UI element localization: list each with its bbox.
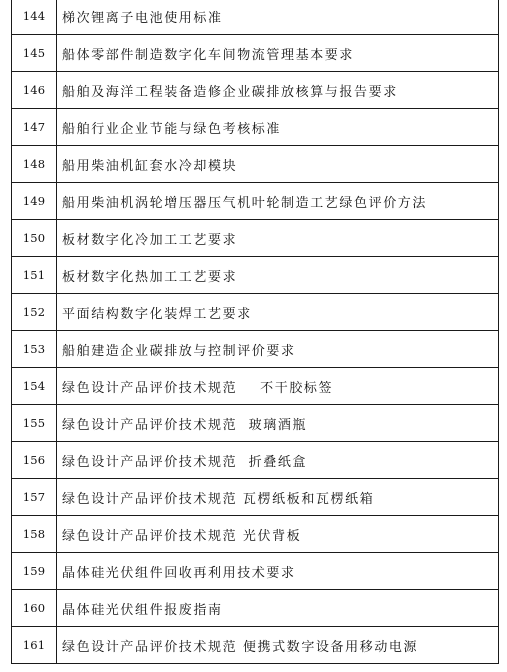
table-row xyxy=(12,109,499,146)
table-row xyxy=(12,516,499,553)
table-row xyxy=(12,257,499,294)
row-number-cell: 152 xyxy=(12,294,57,331)
standard-title-cell: 板材数字化热加工工艺要求 xyxy=(57,257,499,294)
standards-table xyxy=(11,0,499,664)
row-number-cell: 150 xyxy=(12,220,57,257)
standards-table-body xyxy=(12,0,499,664)
table-row xyxy=(12,72,499,109)
standard-title-cell: 平面结构数字化装焊工艺要求 xyxy=(57,294,499,331)
row-number-cell: 154 xyxy=(12,368,57,405)
table-row xyxy=(12,405,499,442)
table-row xyxy=(12,294,499,331)
table-row xyxy=(12,479,499,516)
row-number-cell: 158 xyxy=(12,516,57,553)
row-number-cell: 151 xyxy=(12,257,57,294)
table-row xyxy=(12,35,499,72)
standard-title-cell: 绿色设计产品评价技术规范 折叠纸盒 xyxy=(57,442,499,479)
row-number-cell: 148 xyxy=(12,146,57,183)
standard-title-cell: 船用柴油机涡轮增压器压气机叶轮制造工艺绿色评价方法 xyxy=(57,183,499,220)
row-number-cell: 144 xyxy=(12,0,57,35)
standard-title-cell: 船舶及海洋工程装备造修企业碳排放核算与报告要求 xyxy=(57,72,499,109)
standard-title-cell: 船用柴油机缸套水冷却模块 xyxy=(57,146,499,183)
standard-title-cell: 绿色设计产品评价技术规范 光伏背板 xyxy=(57,516,499,553)
row-number-cell: 160 xyxy=(12,590,57,627)
row-number-cell: 161 xyxy=(12,627,57,664)
row-number-cell: 149 xyxy=(12,183,57,220)
standard-title-cell: 晶体硅光伏组件回收再利用技术要求 xyxy=(57,553,499,590)
standard-title-cell: 绿色设计产品评价技术规范 便携式数字设备用移动电源 xyxy=(57,627,499,664)
standard-title-cell: 绿色设计产品评价技术规范 瓦楞纸板和瓦楞纸箱 xyxy=(57,479,499,516)
table-row xyxy=(12,590,499,627)
row-number-cell: 159 xyxy=(12,553,57,590)
row-number-cell: 155 xyxy=(12,405,57,442)
table-row xyxy=(12,627,499,664)
standard-title-cell: 梯次锂离子电池使用标准 xyxy=(57,0,499,35)
table-row xyxy=(12,220,499,257)
table-row xyxy=(12,0,499,35)
table-row xyxy=(12,368,499,405)
table-row xyxy=(12,146,499,183)
row-number-cell: 146 xyxy=(12,72,57,109)
standard-title-cell: 绿色设计产品评价技术规范 不干胶标签 xyxy=(57,368,499,405)
standard-title-cell: 船体零部件制造数字化车间物流管理基本要求 xyxy=(57,35,499,72)
standard-title-cell: 绿色设计产品评价技术规范 玻璃酒瓶 xyxy=(57,405,499,442)
table-row xyxy=(12,553,499,590)
table-row xyxy=(12,183,499,220)
table-row xyxy=(12,442,499,479)
standard-title-cell: 晶体硅光伏组件报废指南 xyxy=(57,590,499,627)
row-number-cell: 156 xyxy=(12,442,57,479)
standard-title-cell: 板材数字化冷加工工艺要求 xyxy=(57,220,499,257)
row-number-cell: 157 xyxy=(12,479,57,516)
row-number-cell: 145 xyxy=(12,35,57,72)
row-number-cell: 147 xyxy=(12,109,57,146)
row-number-cell: 153 xyxy=(12,331,57,368)
table-row xyxy=(12,331,499,368)
standard-title-cell: 船舶建造企业碳排放与控制评价要求 xyxy=(57,331,499,368)
standard-title-cell: 船舶行业企业节能与绿色考核标准 xyxy=(57,109,499,146)
